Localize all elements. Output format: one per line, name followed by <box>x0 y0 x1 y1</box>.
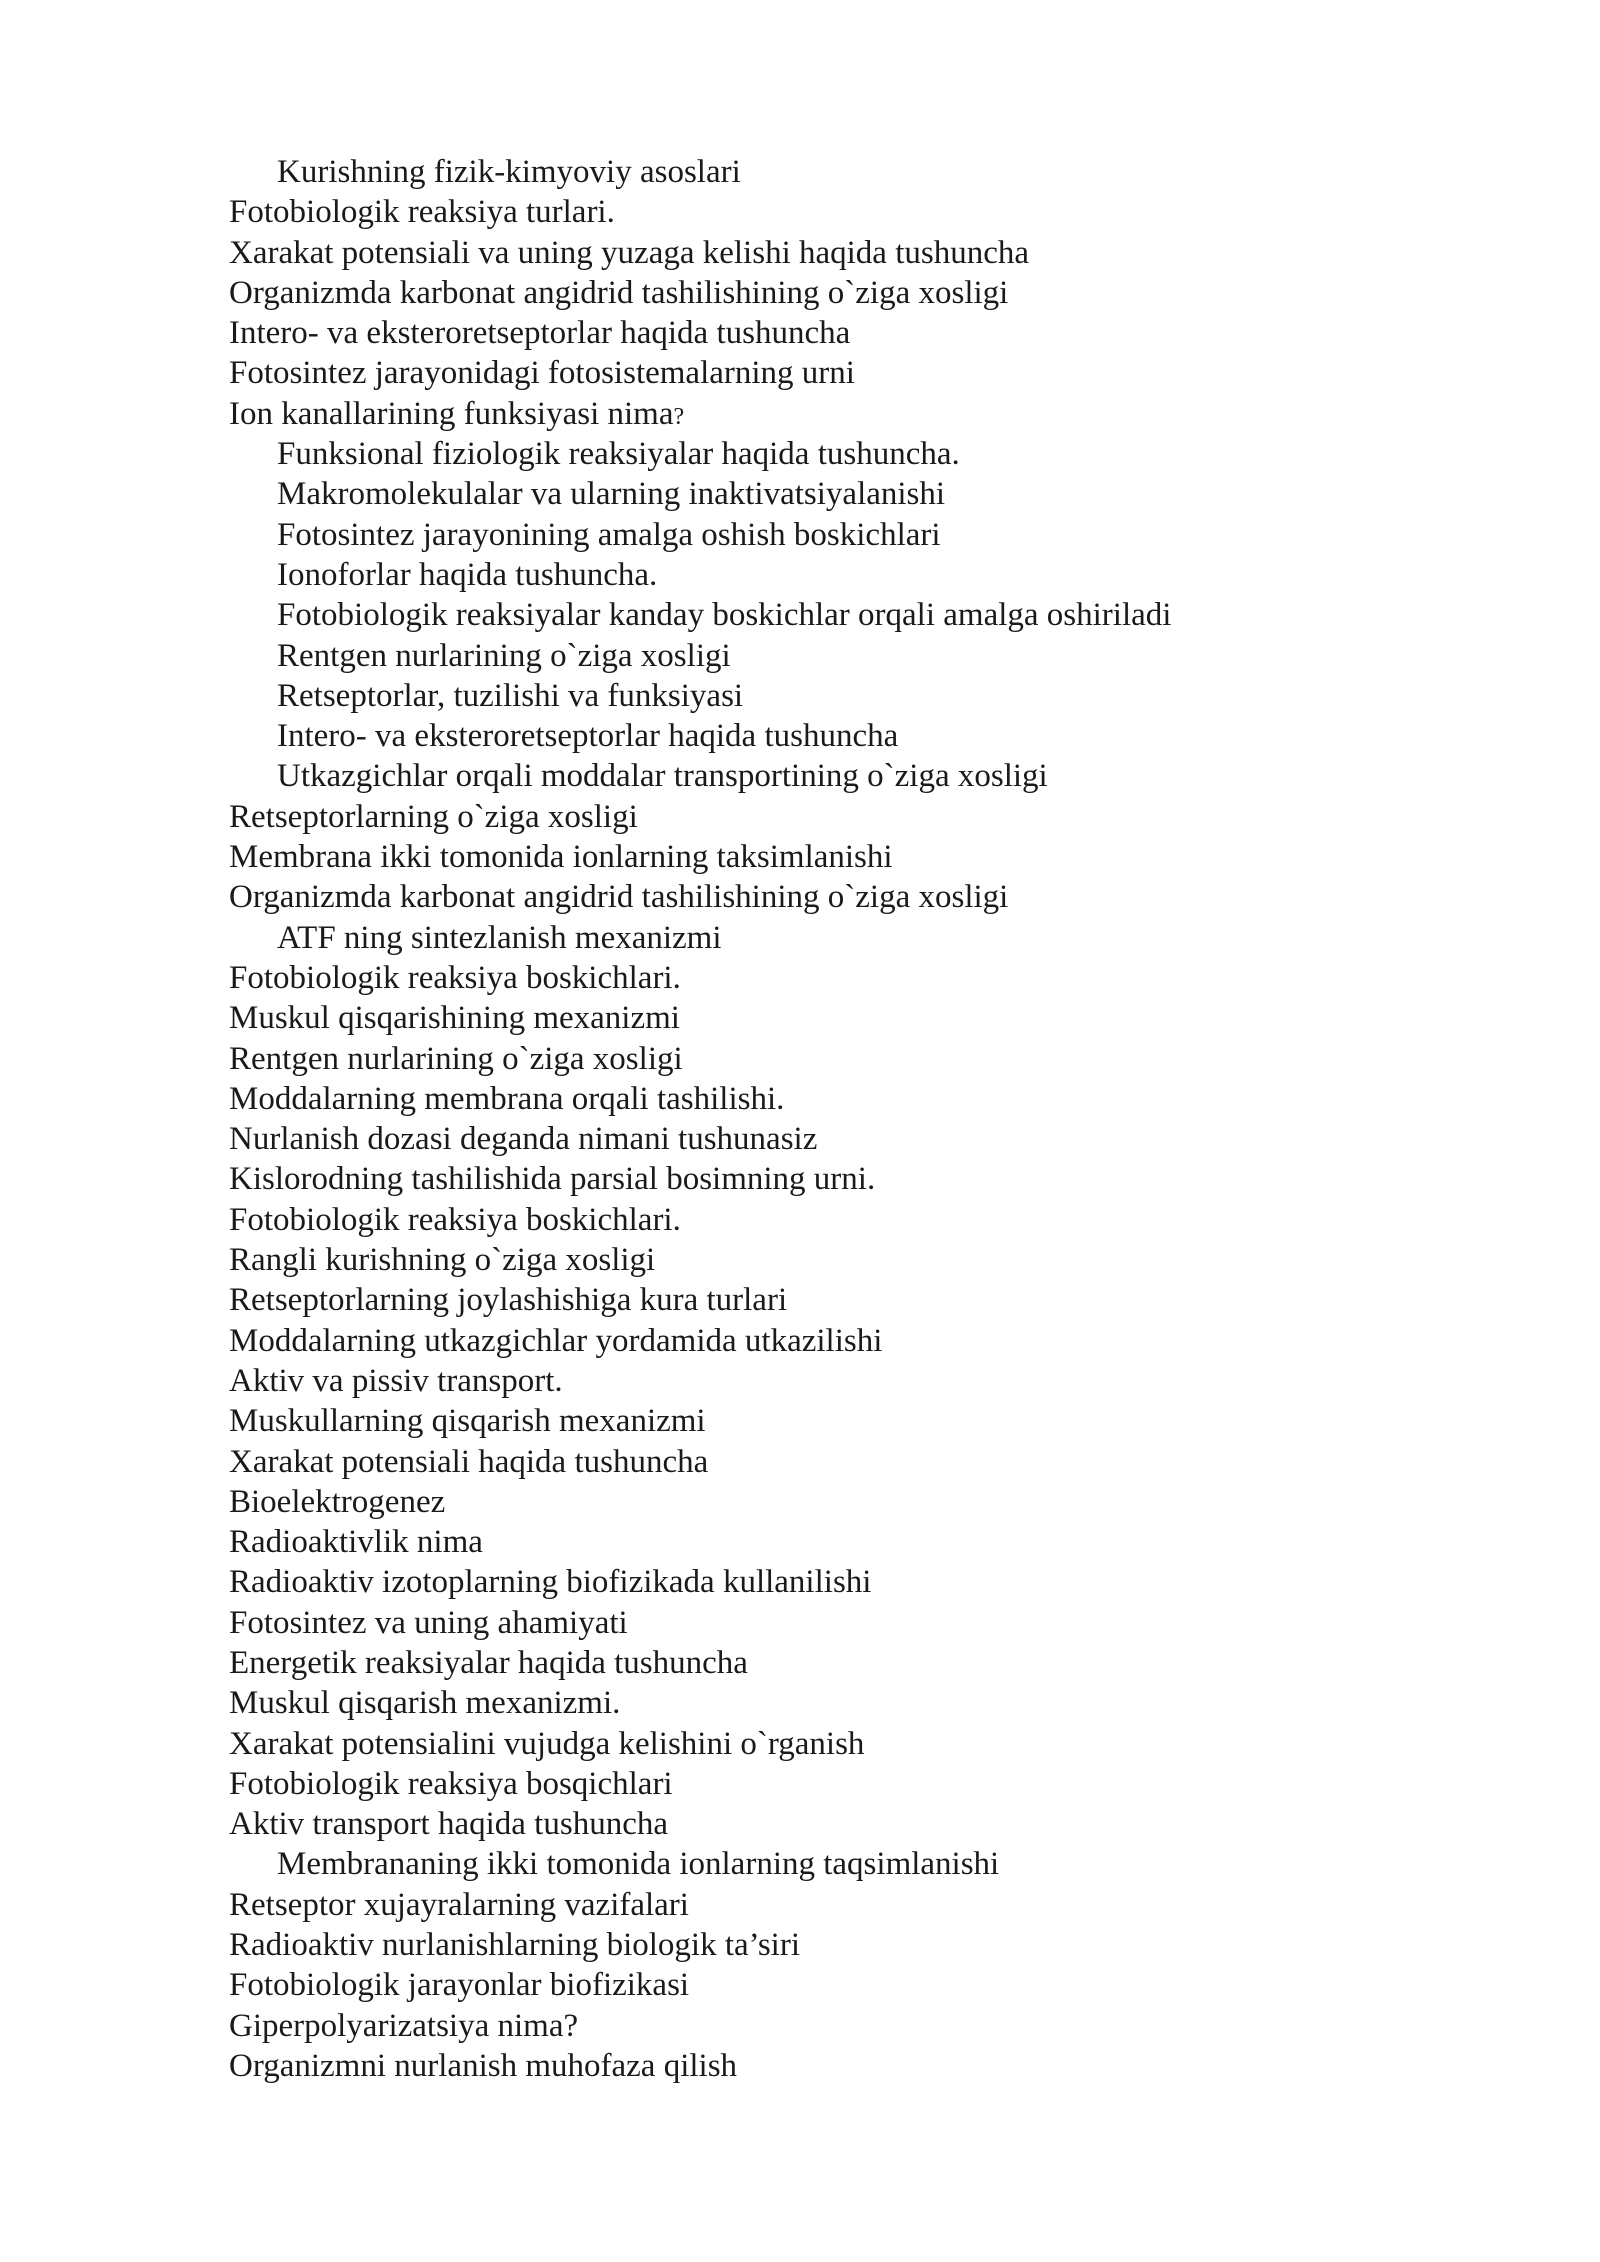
line-text: Moddalarning utkazgichlar yordamida utkazilishi <box>229 1322 883 1359</box>
line-text: Utkazgichlar orqali moddalar transportining o`ziga xosligi <box>277 758 1048 795</box>
line-text: Moddalarning membrana orqali tashilishi. <box>229 1080 785 1117</box>
line-text: Rangli kurishning o`ziga xosligi <box>229 1242 656 1279</box>
line-text: Fotobiologik reaksiya boskichlari. <box>229 1201 681 1238</box>
line-text: Fotobiologik reaksiya boskichlari. <box>229 959 681 996</box>
line-text: Muskul qisqarishining mexanizmi <box>229 1000 680 1037</box>
document-line <box>229 1159 1529 1199</box>
document-line <box>229 1280 1529 1320</box>
line-text: Retseptorlarning joylashishiga kura turlari <box>229 1282 788 1319</box>
line-text: Ion kanallarining funksiyasi nima <box>229 395 674 432</box>
document-line <box>229 716 1529 756</box>
line-text: Xarakat potensialini vujudga kelishini o`rganish <box>229 1725 865 1762</box>
document-line <box>229 1643 1529 1683</box>
line-text: Funksional fiziologik reaksiyalar haqida tushuncha. <box>277 436 960 473</box>
document-line <box>229 515 1529 555</box>
document-line <box>229 1804 1529 1844</box>
document-line <box>229 555 1529 595</box>
document-line <box>229 1965 1529 2005</box>
document-line <box>229 2046 1529 2086</box>
document-line <box>229 797 1529 837</box>
line-text: Kislorodning tashilishida parsial bosimning urni. <box>229 1161 876 1198</box>
line-text: Membrananing ikki tomonida ionlarning taqsimlanishi <box>277 1846 1000 1883</box>
document-line <box>229 1522 1529 1562</box>
document-line <box>229 1442 1529 1482</box>
document-line <box>229 1401 1529 1441</box>
line-text: Makromolekulalar va ularning inaktivatsiyalanishi <box>277 476 946 513</box>
line-text: Giperpolyarizatsiya nima? <box>229 2007 579 2044</box>
document-line <box>229 394 1529 434</box>
document-line <box>229 1885 1529 1925</box>
document-line <box>229 434 1529 474</box>
document-line <box>229 353 1529 393</box>
document-line <box>229 1603 1529 1643</box>
document-line <box>229 1724 1529 1764</box>
document-line <box>229 1079 1529 1119</box>
line-text: Fotobiologik jarayonlar biofizikasi <box>229 1967 690 2004</box>
line-text: Retseptorlarning o`ziga xosligi <box>229 798 638 835</box>
line-text: Energetik reaksiyalar haqida tushuncha <box>229 1644 748 1681</box>
line-text: Fotosintez va uning ahamiyati <box>229 1604 628 1641</box>
document-line <box>229 233 1529 273</box>
line-text: Rentgen nurlarining o`ziga xosligi <box>277 637 731 674</box>
line-text: Rentgen nurlarining o`ziga xosligi <box>229 1040 683 1077</box>
document-line <box>229 1683 1529 1723</box>
question-list <box>229 152 1529 2086</box>
line-text: Muskul qisqarish mexanizmi. <box>229 1685 621 1722</box>
document-line <box>229 1039 1529 1079</box>
document-line <box>229 1240 1529 1280</box>
line-text: Xarakat potensiali va uning yuzaga kelishi haqida tushuncha <box>229 234 1030 271</box>
document-line <box>229 1925 1529 1965</box>
document-line <box>229 313 1529 353</box>
document-line <box>229 1844 1529 1884</box>
line-text: Retseptorlar, tuzilishi va funksiyasi <box>277 677 744 714</box>
document-line <box>229 1482 1529 1522</box>
line-text: Organizmda karbonat angidrid tashilishining o`ziga xosligi <box>229 879 1009 916</box>
line-text: Bioelektrogenez <box>229 1483 446 1520</box>
document-line <box>229 2006 1529 2046</box>
line-text: ATF ning sintezlanish mexanizmi <box>277 919 722 956</box>
line-text: Membrana ikki tomonida ionlarning taksimlanishi <box>229 839 893 876</box>
line-text: Fotosintez jarayonining amalga oshish boskichlari <box>277 516 941 553</box>
document-line <box>229 1321 1529 1361</box>
line-text: Aktiv transport haqida tushuncha <box>229 1806 668 1843</box>
document-line <box>229 756 1529 796</box>
document-line <box>229 958 1529 998</box>
line-text: Retseptor xujayralarning vazifalari <box>229 1886 689 1923</box>
line-text: Fotobiologik reaksiyalar kanday boskichlar orqali amalga oshiriladi <box>277 597 1172 634</box>
line-text: Muskullarning qisqarish mexanizmi <box>229 1403 706 1440</box>
document-line <box>229 1361 1529 1401</box>
document-line <box>229 474 1529 514</box>
line-text: Fotobiologik reaksiya bosqichlari <box>229 1765 673 1802</box>
line-text: Radioaktivlik nima <box>229 1524 483 1561</box>
line-text: Aktiv va pissiv transport. <box>229 1362 563 1399</box>
document-line <box>229 152 1529 192</box>
line-suffix: ? <box>673 403 685 430</box>
document-line <box>229 1200 1529 1240</box>
document-line <box>229 1119 1529 1159</box>
document-line <box>229 877 1529 917</box>
document-line <box>229 1562 1529 1602</box>
document-line <box>229 918 1529 958</box>
line-text: Ionoforlar haqida tushuncha. <box>277 556 658 593</box>
line-text: Kurishning fizik-kimyoviy asoslari <box>277 154 741 190</box>
document-line <box>229 273 1529 313</box>
document-line <box>229 837 1529 877</box>
line-text: Intero- va eksteroretseptorlar haqida tushuncha <box>277 718 899 755</box>
line-text: Fotobiologik reaksiya turlari. <box>229 194 615 231</box>
document-line <box>229 676 1529 716</box>
document-line <box>229 595 1529 635</box>
document-line <box>229 1764 1529 1804</box>
line-text: Nurlanish dozasi deganda nimani tushunasiz <box>229 1121 818 1158</box>
document-line <box>229 636 1529 676</box>
line-text: Xarakat potensiali haqida tushuncha <box>229 1443 709 1480</box>
document-line <box>229 192 1529 232</box>
document-line <box>229 998 1529 1038</box>
line-text: Radioaktiv nurlanishlarning biologik ta’siri <box>229 1927 801 1964</box>
line-text: Radioaktiv izotoplarning biofizikada kullanilishi <box>229 1564 872 1601</box>
line-text: Organizmni nurlanish muhofaza qilish <box>229 2047 738 2084</box>
line-text: Fotosintez jarayonidagi fotosistemalarning urni <box>229 355 855 392</box>
line-text: Organizmda karbonat angidrid tashilishining o`ziga xosligi <box>229 274 1009 311</box>
line-text: Intero- va eksteroretseptorlar haqida tushuncha <box>229 315 851 352</box>
